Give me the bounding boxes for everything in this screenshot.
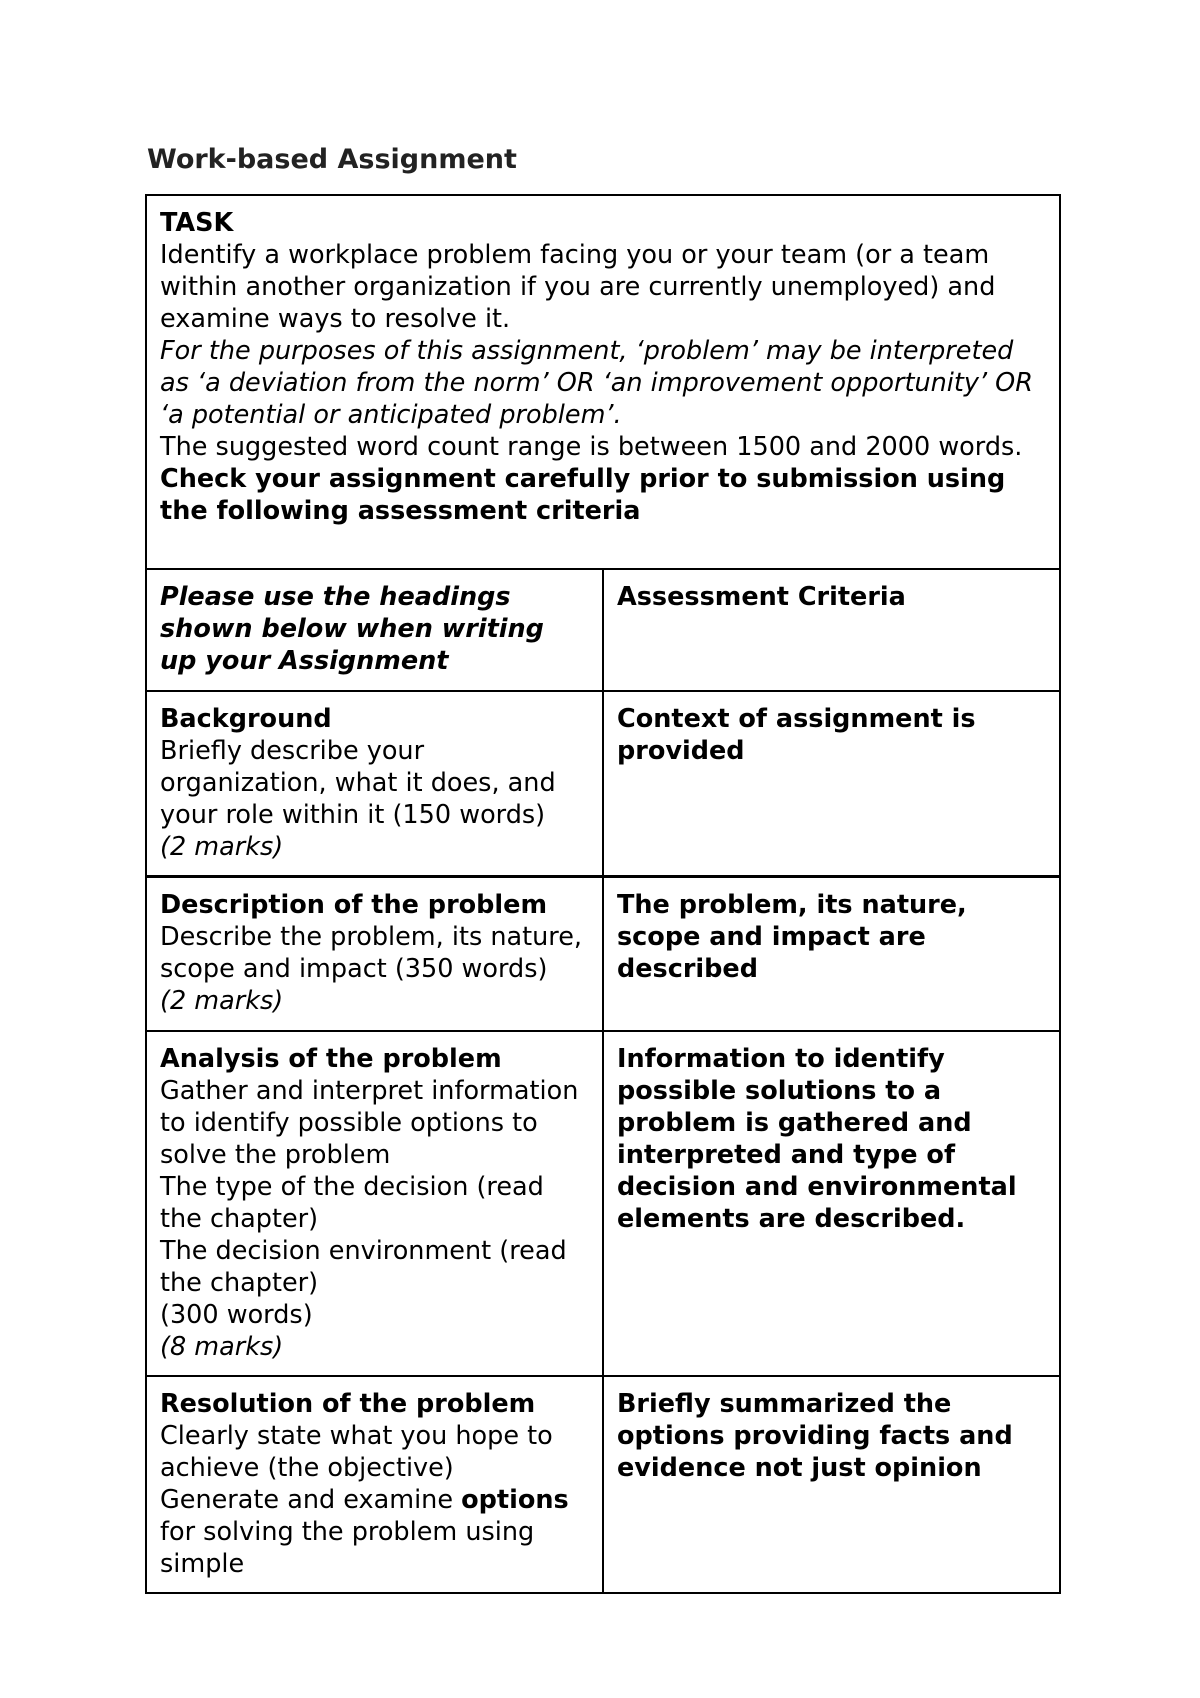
- headings-column-header-text: Please use the headings shown below when writing up your Assignment: [160, 582, 544, 676]
- section-text: The decision environment (read the chapter): [160, 1236, 567, 1298]
- table-header-row: [146, 569, 1060, 691]
- task-description: Identify a workplace problem facing you or your team (or a team within another organization if you are currently unemployed) and examine ways to resolve it.: [160, 240, 996, 334]
- criteria-text: Information to identify possible solutions to a problem is gathered and interpreted and type of decision and environmental elements are described.: [617, 1044, 1017, 1234]
- section-text: Gather and interpret information to identify possible options to solve the problem: [160, 1076, 579, 1170]
- criteria-text: Context of assignment is provided: [617, 704, 976, 766]
- criteria-column-header: [603, 569, 1060, 691]
- table-row-background: [146, 691, 1060, 877]
- section-cell-resolution: [146, 1376, 603, 1593]
- criteria-cell-background: [603, 691, 1060, 877]
- criteria-column-header-text: Assessment Criteria: [617, 582, 906, 612]
- options-suffix: for solving the problem using simple: [160, 1517, 535, 1579]
- section-title: Description of the problem: [160, 890, 548, 920]
- task-row: [146, 195, 1060, 569]
- headings-column-header: [146, 569, 603, 691]
- section-title: Analysis of the problem: [160, 1044, 502, 1074]
- criteria-cell-analysis: [603, 1031, 1060, 1376]
- task-heading: TASK: [160, 208, 234, 238]
- section-text: The type of the decision (read the chapter): [160, 1172, 544, 1234]
- criteria-cell-resolution: [603, 1376, 1060, 1593]
- criteria-text: Briefly summarized the options providing facts and evidence not just opinion: [617, 1389, 1013, 1483]
- task-cell: [146, 195, 1060, 569]
- section-cell-analysis: [146, 1031, 603, 1376]
- section-title: Background: [160, 704, 332, 734]
- section-word-count: (300 words): [160, 1300, 313, 1330]
- criteria-text: The problem, its nature, scope and impact are described: [617, 890, 967, 984]
- section-title: Resolution of the problem: [160, 1389, 536, 1419]
- table-row-description: [146, 877, 1060, 1032]
- section-text: Clearly state what you hope to achieve (the objective): [160, 1421, 553, 1483]
- criteria-cell-description: [603, 877, 1060, 1032]
- section-cell-description: [146, 877, 603, 1032]
- section-cell-background: [146, 691, 603, 877]
- table-row-analysis: [146, 1031, 1060, 1376]
- section-options-text: [160, 1484, 589, 1580]
- section-marks: (2 marks): [160, 986, 284, 1016]
- assignment-table: [145, 194, 1061, 1594]
- section-marks: (2 marks): [160, 832, 284, 862]
- section-text: Describe the problem, its nature, scope and impact (350 words): [160, 922, 582, 984]
- options-prefix: Generate and examine: [160, 1485, 454, 1515]
- task-note: For the purposes of this assignment, ‘problem’ may be interpreted as ‘a deviation from the norm’ OR ‘an improvement opportunity’ OR ‘a potential or anticipated problem’.: [160, 336, 1033, 430]
- section-text: Briefly describe your organization, what it does, and your role within it (150 words): [160, 736, 556, 830]
- options-keyword: options: [461, 1485, 569, 1515]
- table-row-resolution: [146, 1376, 1060, 1593]
- task-word-count: The suggested word count range is between 1500 and 2000 words.: [160, 432, 1023, 462]
- section-marks: (8 marks): [160, 1332, 284, 1362]
- task-instruction: Check your assignment carefully prior to submission using the following assessment criteria: [160, 464, 1006, 526]
- document-title: Work-based Assignment: [147, 144, 517, 175]
